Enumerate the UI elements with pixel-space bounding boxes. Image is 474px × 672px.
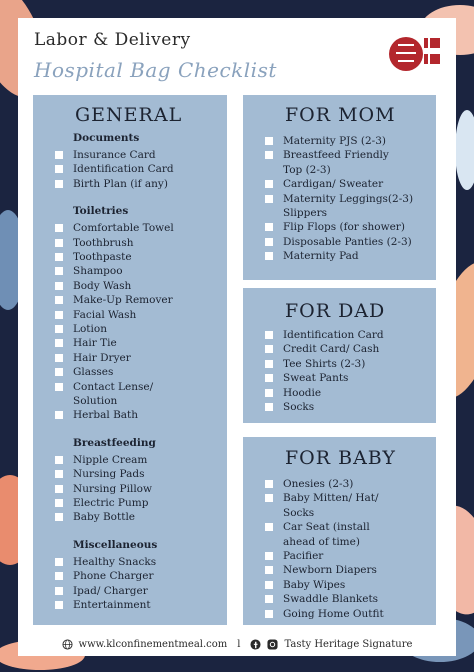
item-label: Entertainment (73, 599, 151, 611)
checkbox[interactable] (55, 470, 63, 478)
item-label: Herbal Bath (73, 409, 139, 422)
checklist-item[interactable] (55, 584, 148, 598)
instagram-icon[interactable] (267, 639, 278, 650)
checklist-item[interactable] (265, 607, 384, 621)
checklist-item[interactable] (265, 491, 379, 520)
checklist-item[interactable] (55, 365, 113, 379)
item-label: Lotion (73, 323, 107, 335)
checklist-item[interactable] (265, 386, 321, 400)
item-label: Socks (283, 401, 315, 413)
item-label: Car Seat (install ahead of time) (283, 521, 370, 548)
checklist-item[interactable] (265, 549, 323, 563)
checkbox[interactable] (55, 282, 63, 290)
item-label: Phone Charger (73, 570, 154, 583)
checkbox[interactable] (55, 267, 63, 275)
item-label: Going Home Outfit (283, 607, 384, 620)
checkbox[interactable] (55, 411, 63, 419)
checklist-item[interactable] (55, 496, 148, 510)
checklist-item[interactable] (265, 235, 412, 249)
checklist-item[interactable] (265, 578, 345, 592)
checkbox[interactable] (55, 383, 63, 391)
checkbox[interactable] (265, 151, 273, 159)
item-label: Identification Card (283, 329, 384, 341)
checklist-item[interactable] (265, 342, 379, 356)
checklist-item[interactable] (55, 279, 131, 293)
item-label: Baby Bottle (73, 511, 136, 524)
checklist-item[interactable] (55, 221, 174, 235)
item-label: Nipple Cream (73, 453, 148, 466)
checkbox[interactable] (265, 238, 273, 246)
checkbox[interactable] (265, 581, 273, 589)
item-label: Electric Pump (73, 497, 149, 509)
checklist-item[interactable] (55, 510, 135, 524)
checklist-item[interactable] (265, 134, 386, 148)
checkbox[interactable] (265, 223, 273, 231)
checklist-item[interactable] (55, 351, 131, 365)
checkbox[interactable] (55, 354, 63, 362)
checkbox[interactable] (265, 345, 273, 353)
item-label: Body Wash (73, 279, 132, 292)
checkbox[interactable] (265, 331, 273, 339)
brand-signature: Tasty Heritage Signature (284, 638, 413, 650)
item-label: Healthy Snacks (73, 555, 157, 568)
dad-panel (243, 288, 436, 423)
mom-title: FOR MOM (285, 104, 396, 126)
checklist-item[interactable] (55, 482, 152, 496)
page-subtitle: Hospital Bag Checklist (34, 58, 277, 82)
checkbox[interactable] (265, 566, 273, 574)
section-title: Toiletries (73, 205, 129, 218)
checkbox[interactable] (265, 494, 273, 502)
checklist-item[interactable] (55, 293, 173, 307)
checklist-item[interactable] (265, 148, 389, 177)
checklist-item[interactable] (265, 371, 348, 385)
checkbox[interactable] (55, 601, 63, 609)
item-label: Insurance Card (73, 149, 156, 161)
checklist-item[interactable] (55, 148, 156, 162)
checkbox[interactable] (55, 587, 63, 595)
item-label: Make-Up Remover (73, 294, 173, 307)
checkbox[interactable] (265, 180, 273, 188)
item-label: Sweat Pants (283, 372, 349, 385)
checkbox[interactable] (55, 165, 63, 173)
checklist-item[interactable] (265, 249, 359, 263)
baby-title: FOR BABY (285, 447, 396, 469)
checklist-item[interactable] (265, 592, 378, 606)
checkbox[interactable] (55, 224, 63, 232)
checkbox[interactable] (55, 558, 63, 566)
checkbox[interactable] (55, 513, 63, 521)
checklist-item[interactable] (55, 308, 136, 322)
checkbox[interactable] (55, 572, 63, 580)
checklist-item[interactable] (55, 264, 123, 278)
item-label: Maternity Leggings(2-3) Slippers (283, 192, 414, 219)
checkbox[interactable] (265, 610, 273, 618)
checkbox[interactable] (265, 595, 273, 603)
item-label: Disposable Panties (2-3) (283, 235, 412, 248)
checkbox[interactable] (55, 485, 63, 493)
checkbox[interactable] (265, 480, 273, 488)
checklist-item[interactable] (265, 520, 370, 549)
item-label: Maternity Pad (283, 250, 359, 263)
item-label: Baby Mitten/ Hat/ Socks (283, 492, 379, 519)
checklist-item[interactable] (55, 236, 133, 250)
checkbox[interactable] (55, 253, 63, 261)
item-label: Glasses (73, 366, 114, 379)
checkbox[interactable] (55, 239, 63, 247)
checklist-item[interactable] (55, 380, 153, 409)
checkbox[interactable] (265, 195, 273, 203)
item-label: Pacifier (283, 550, 324, 562)
checkbox[interactable] (265, 374, 273, 382)
item-label: Ipad/ Charger (73, 584, 148, 597)
item-label: Hair Tie (73, 337, 117, 350)
item-label: Swaddle Blankets (283, 593, 379, 606)
item-label: Hoodie (283, 386, 322, 399)
item-label: Birth Plan (if any) (73, 177, 168, 190)
checklist-item[interactable] (55, 569, 154, 583)
item-label: Baby Wipes (283, 578, 346, 591)
checklist-item[interactable] (55, 408, 138, 422)
checkbox[interactable] (265, 137, 273, 145)
checkbox[interactable] (265, 389, 273, 397)
checkbox[interactable] (265, 403, 273, 411)
item-label: Credit Card/ Cash (283, 343, 380, 356)
checklist-item[interactable] (55, 453, 147, 467)
general-panel (33, 95, 227, 625)
checklist-item[interactable] (265, 220, 405, 234)
checklist-item[interactable] (55, 555, 156, 569)
website-link[interactable]: www.klconfinementmeal.com (78, 638, 228, 650)
baby-panel (243, 437, 436, 625)
brand-logo-icon (384, 24, 444, 84)
checklist-item[interactable] (265, 177, 383, 191)
item-label: Onesies (2-3) (283, 478, 354, 490)
checkbox[interactable] (265, 523, 273, 531)
facebook-icon[interactable] (250, 639, 261, 650)
checkbox[interactable] (55, 151, 63, 159)
mom-panel (243, 95, 436, 280)
checkbox[interactable] (55, 296, 63, 304)
item-label: Cardigan/ Sweater (283, 178, 384, 191)
checklist-item[interactable] (265, 328, 384, 342)
footer-separator: l (237, 638, 241, 650)
checkbox[interactable] (265, 360, 273, 368)
checklist-item[interactable] (55, 322, 107, 336)
checkbox[interactable] (55, 311, 63, 319)
checkbox[interactable] (55, 180, 63, 188)
item-label: Breastfeed Friendly Top (2-3) (283, 149, 389, 176)
item-label: Toothbrush (73, 236, 134, 249)
item-label: Maternity PJS (2-3) (283, 135, 386, 147)
footer (18, 632, 456, 656)
item-label: Nursing Pillow (73, 482, 152, 495)
checklist-item[interactable] (265, 563, 377, 577)
checklist-item[interactable] (265, 357, 365, 371)
checklist-item[interactable] (265, 400, 314, 414)
item-label: Flip Flops (for shower) (283, 221, 405, 234)
checklist-item[interactable] (55, 177, 168, 191)
section-title: Breastfeeding (73, 436, 156, 449)
item-label: Toothpaste (73, 251, 132, 263)
globe-icon (62, 639, 73, 650)
item-label: Facial Wash (73, 308, 137, 321)
checkbox[interactable] (55, 325, 63, 333)
item-label: Comfortable Towel (73, 222, 174, 235)
dad-title: FOR DAD (285, 300, 386, 322)
page-title: Labor & Delivery (34, 30, 191, 50)
section-title: Miscellaneous (73, 538, 158, 551)
checklist-item[interactable] (265, 477, 353, 491)
general-title: GENERAL (75, 104, 183, 126)
checkbox[interactable] (55, 339, 63, 347)
checklist-item[interactable] (55, 336, 117, 350)
checklist-sheet (18, 18, 456, 656)
checkbox[interactable] (55, 368, 63, 376)
item-label: Newborn Diapers (283, 564, 377, 577)
checkbox[interactable] (55, 499, 63, 507)
checkbox[interactable] (265, 252, 273, 260)
checklist-item[interactable] (55, 598, 151, 612)
checklist-item[interactable] (55, 162, 174, 176)
checklist-item[interactable] (55, 467, 145, 481)
item-label: Shampoo (73, 265, 123, 278)
checklist-item[interactable] (265, 192, 413, 221)
item-label: Contact Lense/ Solution (73, 380, 154, 407)
item-label: Hair Dryer (73, 351, 131, 364)
item-label: Identification Card (73, 163, 174, 176)
checklist-item[interactable] (55, 250, 132, 264)
checkbox[interactable] (55, 456, 63, 464)
section-title: Documents (73, 132, 140, 144)
checkbox[interactable] (265, 552, 273, 560)
item-label: Nursing Pads (73, 468, 145, 481)
item-label: Tee Shirts (2-3) (283, 357, 366, 370)
